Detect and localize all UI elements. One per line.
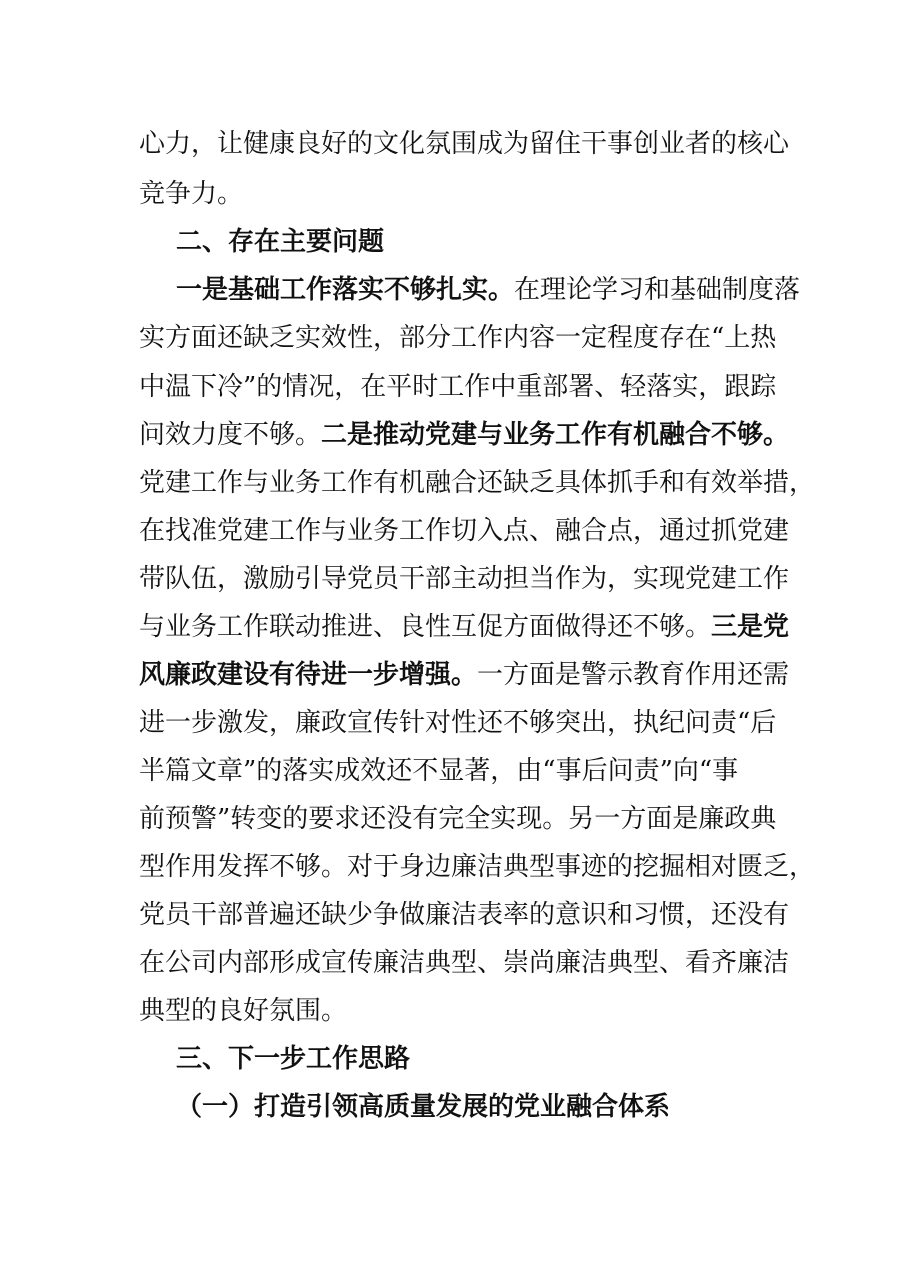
problem-2-line-3: 带队伍，激励引导党员干部主动担当作为，实现党建工作 xyxy=(139,564,790,594)
subsection-1-heading: （一）打造引领高质量发展的党业融合体系 xyxy=(176,1092,671,1122)
section-3-heading: 三、下一步工作思路 xyxy=(176,1044,411,1074)
problem-1-title: 一是基础工作落实不够扎实。 xyxy=(176,275,515,305)
problem-2-end-text: 与业务工作联动推进、良性互促方面做得还不够。 xyxy=(139,612,712,642)
intro-line-1: 心力，让健康良好的文化氛围成为留住干事创业者的核心 xyxy=(139,129,790,159)
section-2-heading: 二、存在主要问题 xyxy=(176,227,385,257)
problem-3-title-part-2: 风廉政建设有待进一步增强。 xyxy=(139,660,478,690)
problem-2-line-1: 党建工作与业务工作有机融合还缺乏具体抓手和有效举措， xyxy=(139,468,816,498)
problem-1-line-3: 中温下冷”的情况，在平时工作中重部署、轻落实，跟踪 xyxy=(139,372,777,402)
problem-3-line-7: 在公司内部形成宣传廉洁典型、崇尚廉洁典型、看齐廉洁 xyxy=(139,948,790,978)
problem-3-line-6: 党员干部普遍还缺少争做廉洁表率的意识和习惯，还没有 xyxy=(139,900,790,930)
problem-3-title-part-1: 三是党 xyxy=(711,612,790,642)
problem-3-line-1 xyxy=(139,655,790,695)
problem-2-title: 二是推动党建与业务工作有机融合不够。 xyxy=(321,420,790,450)
problem-3-line-2: 进一步激发，廉政宣传针对性还不够突出，执纪问责“后 xyxy=(139,708,777,738)
problem-1-end-text: 问效力度不够。 xyxy=(139,420,322,450)
problem-3-line-8: 典型的良好氛围。 xyxy=(139,996,348,1026)
problem-3-line-5: 型作用发挥不够。对于身边廉洁典型事迹的挖掘相对匮乏， xyxy=(139,852,816,882)
problem-1-line-1 xyxy=(176,270,816,310)
problem-2-line-2: 在找准党建工作与业务工作切入点、融合点，通过抓党建 xyxy=(139,516,790,546)
intro-line-2: 竞争力。 xyxy=(139,179,244,209)
problem-3-text: 一方面是警示教育作用还需 xyxy=(477,660,790,690)
problem-2-line-4 xyxy=(139,607,790,647)
problem-3-line-4: 前预警”转变的要求还没有完全实现。另一方面是廉政典 xyxy=(139,804,777,834)
problem-1-line-4 xyxy=(139,415,790,455)
problem-1-text: 在理论学习和基础制度落 xyxy=(514,275,801,305)
problem-3-line-3: 半篇文章”的落实成效还不显著，由“事后问责”向“事 xyxy=(139,756,739,786)
problem-1-line-2: 实方面还缺乏实效性，部分工作内容一定程度存在“上热 xyxy=(139,323,777,353)
